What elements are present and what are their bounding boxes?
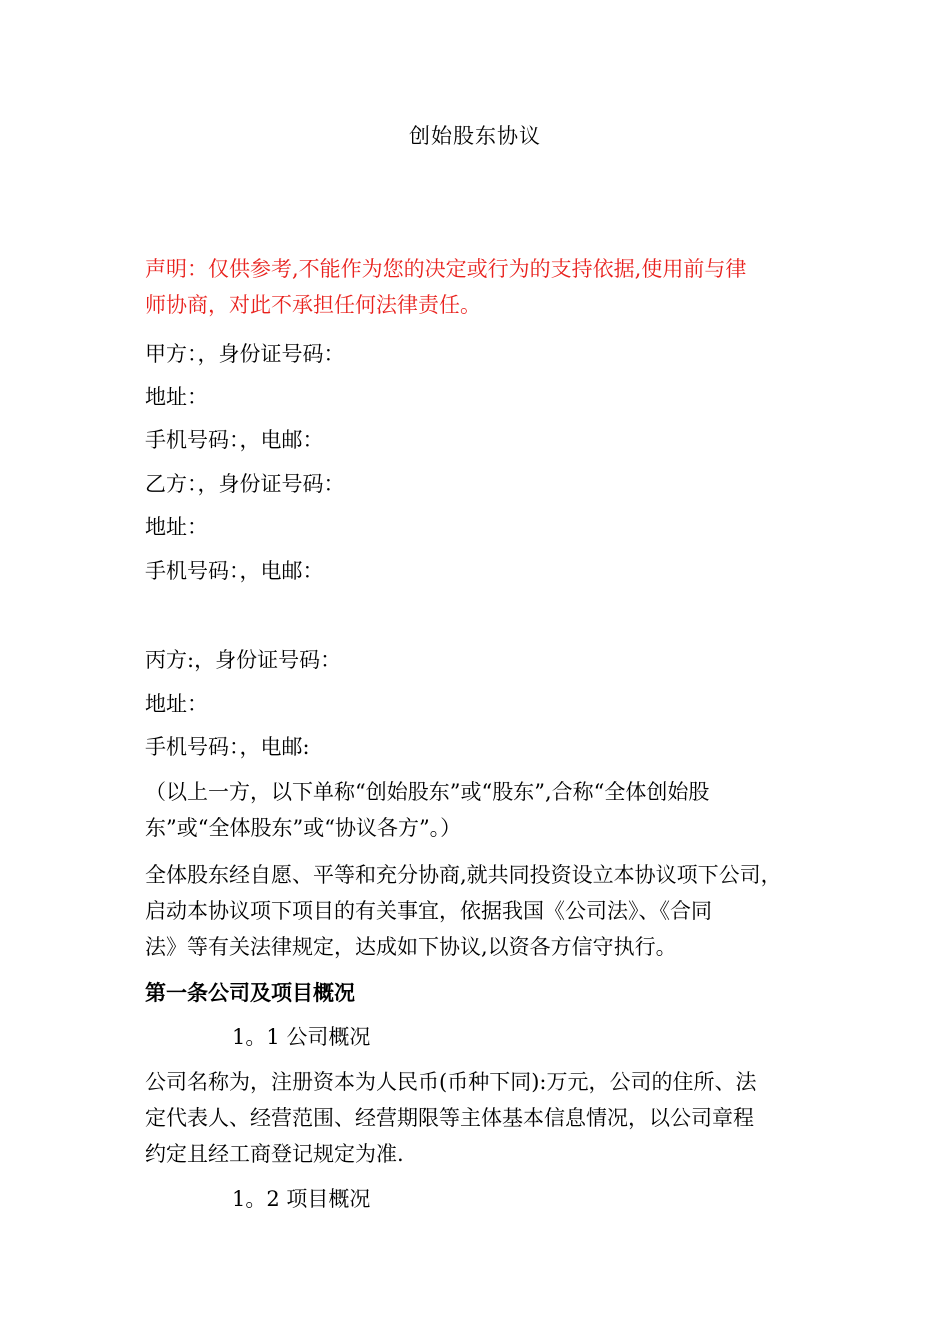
definition-line-2: 东”或“全体股东”或“协议各方”。） (145, 816, 462, 840)
definition-line-1: （以上一方，以下单称“创始股东”或“股东”,合称“全体创始股 (145, 780, 710, 804)
preamble-line-1: 全体股东经自愿、平等和充分协商,就共同投资设立本协议项下公司， (145, 863, 782, 887)
party-a-address: 地址： (145, 385, 208, 409)
party-c-address: 地址： (145, 692, 208, 716)
party-b-contact: 手机号码：，电邮： (145, 559, 324, 583)
disclaimer-line-2: 师协商，对此不承担任何法律责任。 (145, 293, 481, 317)
section-1-1-body-line-1: 公司名称为，注册资本为人民币(币种下同):万元，公司的住所、法 (145, 1070, 757, 1094)
section-1-1-body-line-3: 约定且经工商登记规定为准. (145, 1142, 404, 1166)
article-1-heading: 第一条公司及项目概况 (145, 980, 355, 1005)
preamble-line-3: 法》等有关法律规定，达成如下协议,以资各方信守执行。 (145, 935, 677, 959)
section-1-2-heading: 1。2 项目概况 (232, 1187, 371, 1211)
preamble-line-2: 启动本协议项下项目的有关事宜，依据我国《公司法》、《合同 (145, 899, 712, 923)
party-b-address: 地址： (145, 515, 208, 539)
party-b-id: 乙方：，身份证号码： (145, 472, 345, 496)
party-a-contact: 手机号码：，电邮： (145, 428, 324, 452)
disclaimer-line-1: 声明：仅供参考,不能作为您的决定或行为的支持依据,使用前与律 (145, 257, 747, 281)
party-a-id: 甲方：，身份证号码： (145, 342, 345, 366)
document-title: 创始股东协议 (409, 124, 541, 148)
section-1-1-heading: 1。1 公司概况 (232, 1025, 371, 1049)
section-1-1-body-line-2: 定代表人、经营范围、经营期限等主体基本信息情况，以公司章程 (145, 1106, 754, 1130)
party-c-contact: 手机号码：，电邮: (145, 735, 310, 759)
party-c-id: 丙方:，身份证号码： (145, 648, 342, 672)
